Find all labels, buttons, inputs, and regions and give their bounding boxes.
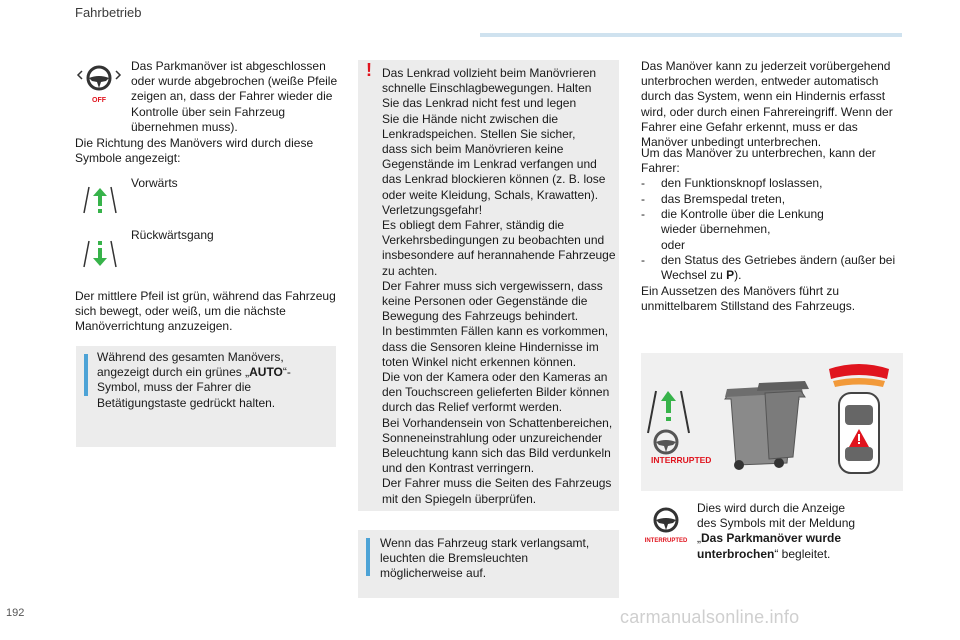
waste-bins-image — [725, 381, 809, 470]
warning-line: schnelle Einschlagbewegungen. Halten — [382, 81, 592, 96]
auto-note-pre: Während des gesamten Manövers, angezeigt durch ein grünes „ — [97, 350, 284, 380]
warning-line: Bewegung des Fahrzeugs behindert. — [382, 309, 579, 324]
warning-icon: ! — [366, 60, 372, 80]
last-item-post: ). — [734, 268, 742, 283]
car-top-view-image — [829, 364, 889, 473]
section-title: Fahrbetrieb — [75, 5, 142, 20]
last-item-pre: den Status des Getriebes ändern (außer bei Wechsel zu — [661, 253, 896, 283]
interrupted-illustration — [641, 353, 903, 491]
warning-line: Sie die Hände nicht zwischen die — [382, 111, 559, 126]
warning-line: zu achten. — [382, 263, 438, 278]
reverse-label: Rückwärtsgang — [131, 228, 214, 242]
caption-bold: Das Parkmanöver wurde unterbrochen — [697, 531, 842, 561]
warning-line: Der Fahrer muss sich vergewissern, dass — [382, 278, 603, 293]
warning-line: dass die Sensoren kleine Hindernisse im — [382, 339, 599, 354]
warning-line: den Touchscreen gelieferten Bilder können — [382, 385, 610, 400]
off-label: OFF — [92, 97, 106, 104]
note-stripe — [366, 538, 370, 576]
warning-line: Es obliegt dem Fahrer, ständig die — [382, 218, 565, 233]
warning-line: Beleuchtung kann sich das Bild verdunkeln — [382, 446, 611, 461]
warning-line: Verkehrsbedingungen zu beobachten und — [382, 233, 605, 248]
warning-line: Die von der Kamera oder den Kameras an — [382, 370, 608, 385]
warning-line: toten Winkel nicht erkennen können. — [382, 354, 577, 369]
note-stripe — [84, 354, 88, 396]
warning-line: In bestimmten Fällen kann es vorkommen, — [382, 324, 609, 339]
warning-line: Gegenstände im Lenkrad verfangen und — [382, 157, 597, 172]
forward-arrows-icon — [80, 184, 120, 216]
warning-text — [382, 66, 618, 507]
header-bar — [480, 33, 902, 37]
auto-note-text — [97, 350, 317, 411]
warning-box — [358, 60, 619, 511]
reverse-arrows-icon — [80, 238, 120, 270]
arrow-explanation: Der mittlere Pfeil ist grün, während das Fahrzeug sich bewegt, oder weiß, um die nächste Manöverrichtung anzuzeigen. — [75, 289, 336, 334]
interrupt-result: Ein Aussetzen des Manövers führt zu unmittelbarem Stillstand des Fahrzeugs. — [641, 284, 856, 314]
caption-pre: Dies wird durch die Anzeige des Symbols mit der Meldung „ — [697, 501, 856, 546]
page-number: 192 — [6, 607, 25, 619]
warning-line: Sie das Lenkrad nicht fest und legen — [382, 96, 577, 111]
warning-line: mit den Spiegeln überprüfen. — [382, 491, 537, 506]
forward-label: Vorwärts — [131, 176, 178, 190]
caption-post: “ begleitet. — [774, 546, 831, 561]
warning-line: Sonneneinstrahlung oder unzureichender — [382, 430, 603, 445]
auto-note-box — [76, 346, 336, 447]
brake-note-text: Wenn das Fahrzeug stark verlangsamt, leuchten die Bremsleuchten möglicherweise auf. — [380, 536, 590, 581]
warning-line: Bei Vorhandensein von Schattenbereichen, — [382, 415, 613, 430]
list-item: - die Kontrolle über die Lenkung wieder übernehmen, — [641, 207, 824, 237]
list-item: - den Status des Getriebes ändern (außer bei Wechsel zu P). — [641, 253, 896, 283]
warning-line: Der Fahrer muss die Seiten des Fahrzeugs — [382, 476, 612, 491]
warning-line: Verletzungsgefahr! — [382, 202, 483, 217]
interrupted-icon — [643, 505, 689, 545]
interrupted-icon-label: INTERRUPTED — [644, 538, 688, 544]
steering-wheel-icon — [655, 431, 677, 453]
auto-note-post: “-Symbol, muss der Fahrer die Betätigungstaste gedrückt halten. — [97, 365, 291, 410]
interrupted-caption — [697, 501, 867, 562]
warning-line: und den Kontrast verringern. — [382, 461, 535, 476]
off-description: Das Parkmanöver ist abgeschlossen oder wurde abgebrochen (weiße Pfeile zeigen an, dass der Fahrer wieder die Kontrolle über sein Fahrzeug übernehmen muss). — [131, 59, 338, 134]
interrupt-intro: Das Manöver kann zu jederzeit vorübergehend unterbrochen werden, entweder automatisch durch das System, wenn ein Hindernis erfasst wird, oder durch einen Fahrereingriff. Wenn der Fahrer eine Gefahr erkennt, muss er das Manöver unbedingt unterbrechen. — [641, 59, 893, 150]
brake-note-box — [358, 530, 619, 598]
warning-line: das Lenkrad blockieren können (z. B. lose — [382, 172, 606, 187]
warning-line: oder weite Kleidung, Schals, Krawatten). — [382, 187, 599, 202]
steering-wheel-off-icon — [76, 63, 122, 105]
last-item-bold: P — [726, 268, 735, 283]
direction-intro: Die Richtung des Manövers wird durch diese Symbole angezeigt: — [75, 136, 314, 166]
warning-line: durch das Relief verformt werden. — [382, 400, 563, 415]
warning-line: insbesondere auf herannahende Fahrzeuge — [382, 248, 616, 263]
warning-line: Lenkradspeichen. Stellen Sie sicher, — [382, 126, 576, 141]
warning-line: Das Lenkrad vollzieht beim Manövrieren — [382, 66, 597, 80]
interrupt-how-to: Um das Manöver zu unterbrechen, kann der Fahrer: — [641, 146, 876, 176]
oder-text: oder — [661, 238, 686, 252]
auto-note-bold: AUTO — [249, 365, 283, 380]
warning-line: dass sich beim Manövrieren keine — [382, 142, 564, 157]
interrupted-label: INTERRUPTED — [651, 455, 712, 465]
warning-line: keine Personen oder Gegenstände die — [382, 294, 588, 309]
forward-arrows-icon — [648, 391, 689, 433]
watermark: carmanualsonline.info — [620, 607, 800, 627]
